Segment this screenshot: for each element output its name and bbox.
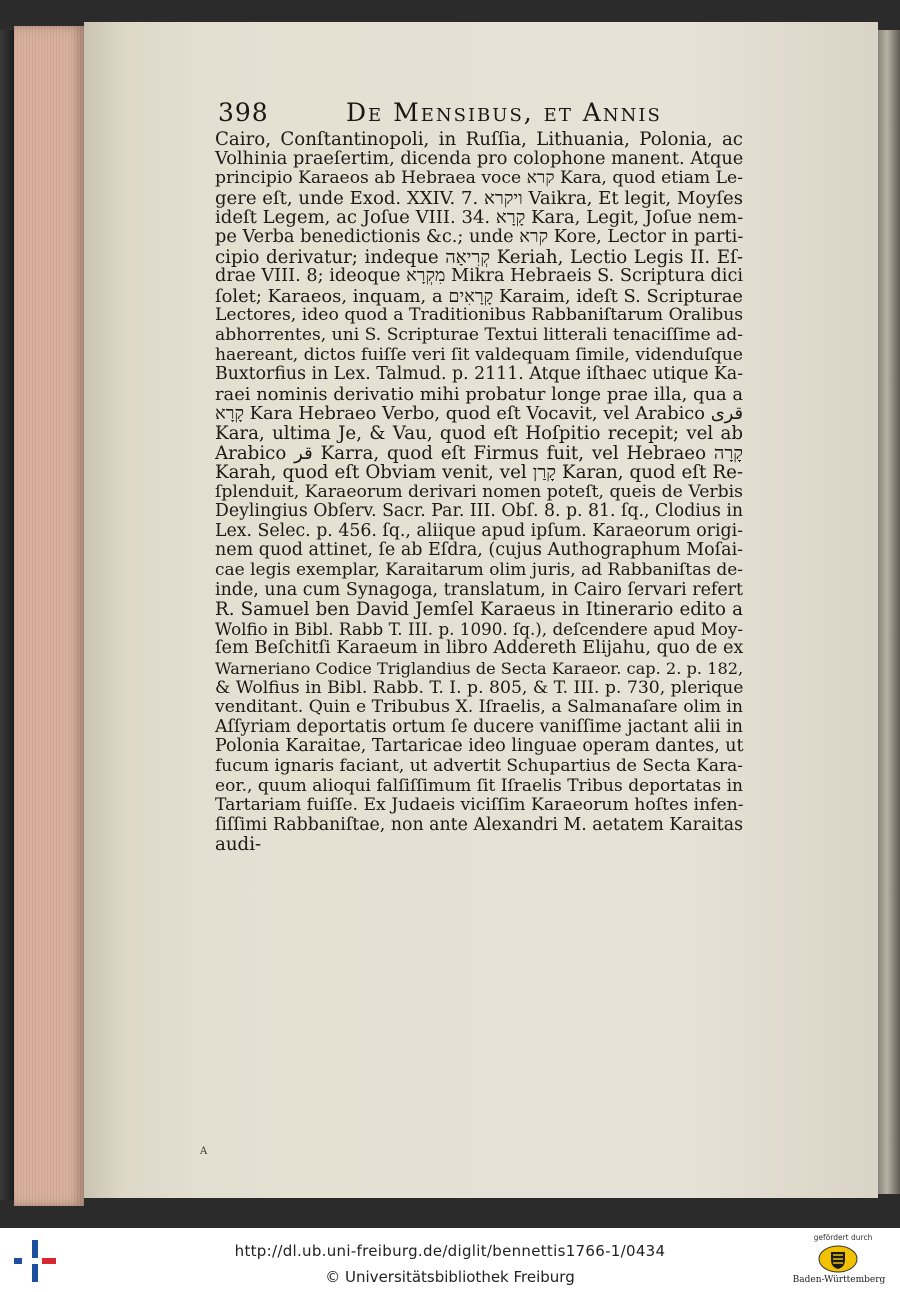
text-line: cipio derivatur; indeque קְרִיאָה Keriah, Lectio Legis II. Eſ- xyxy=(215,246,743,268)
text-line: Kara, ultima Je, & Vau, quod eſt Hoſpitio recepit; vel ab xyxy=(215,422,743,444)
text-line: cae legis exemplar, Karaitarum olim juris, ad Rabbaniſtas de- xyxy=(215,560,743,581)
text-line: Deylingius Obſerv. Sacr. Par. III. Obſ. 8. p. 81. ſq., Clodius in xyxy=(215,501,743,522)
text-line: קָרָא Kara Hebraeo Verbo, quod eſt Vocavit, vel Arabico قرى xyxy=(215,403,743,425)
copyright-notice: © Universitätsbibliothek Freiburg xyxy=(325,1268,575,1286)
page-edges xyxy=(14,26,84,1206)
text-line: nem quod attinet, ſe ab Eſdra, (cujus Authographum Moſai- xyxy=(215,540,744,561)
text-line: ſem Beſchitſi Karaeum in libro Addereth Elijahu, quo de ex xyxy=(215,638,744,659)
funder-name: Baden-Württemberg xyxy=(792,1275,886,1285)
text-line: raei nominis derivatio mihi probatur longe prae illa, qua a xyxy=(215,383,743,405)
permalink-url[interactable]: http://dl.ub.uni-freiburg.de/diglit/bennettis1766-1/0434 xyxy=(234,1242,666,1260)
text-line: Karah, quod eſt Obviam venit, vel קָרַן Karan, quod eſt Re- xyxy=(215,462,743,484)
text-line: Tartariam fuiſſe. Ex Judaeis viciſſim Karaeorum hoſtes infen- xyxy=(215,795,744,816)
text-line: venditant. Quin e Tribubus X. Iſraelis, a Salmanaſare olim in xyxy=(215,697,743,718)
book-spine xyxy=(0,30,14,1200)
text-line: Cairo, Conſtantinopoli, in Ruſſia, Lithuania, Polonia, ac xyxy=(215,129,743,150)
body-text xyxy=(215,130,743,855)
text-line: audi- xyxy=(215,834,262,856)
facing-page-edge xyxy=(878,30,900,1194)
funded-by-label: gefördert durch xyxy=(813,1233,873,1242)
text-line: & Wolfius in Bibl. Rabb. T. I. p. 805, & T. III. p. 730, plerique xyxy=(215,677,744,698)
footnote-mark: A xyxy=(200,1146,208,1157)
text-line: Warneriano Codice Triglandius de Secta Karaeor. cap. 2. p. 182, xyxy=(215,659,744,679)
text-line: Volhinia praeſertim, dicenda pro colophone manent. Atque xyxy=(215,148,744,169)
text-line: Polonia Karaitae, Tartaricae ideo linguae operam dantes, ut xyxy=(215,736,744,757)
viewer-footer xyxy=(0,1228,900,1292)
text-line: inde, una cum Synagoga, translatum, in Cairo ſervari refert xyxy=(215,579,743,600)
text-line: R. Samuel ben David Jemſel Karaeus in Itinerario edito a xyxy=(215,599,743,621)
text-line: drae VIII. 8; ideoque מִקְרָא Mikra Hebraeis S. Scriptura dici xyxy=(215,266,744,287)
page-number: 398 xyxy=(218,98,269,127)
text-line: Arabico قر Karra, quod eſt Firmus fuit, vel Hebraeo קָרָה xyxy=(215,442,743,464)
text-line: fucum ignaris faciant, ut advertit Schupartius de Secta Kara- xyxy=(215,756,743,776)
text-line: ſolet; Karaeos, inquam, a קָרָאִים Karaim, ideſt S. Scripturae xyxy=(215,285,743,307)
state-crest-icon xyxy=(818,1245,858,1273)
text-line: Wolfio in Bibl. Rabb T. III. p. 1090. ſq.), deſcendere apud Moy- xyxy=(215,618,743,639)
text-line: Lectores, ideo quod a Traditionibus Rabbaniſtarum Oralibus xyxy=(215,305,744,326)
text-line: Buxtorfius in Lex. Talmud. p. 2111. Atque iſthaec utique Ka- xyxy=(215,364,744,385)
running-title: De Mensibus, et Annis xyxy=(346,98,662,127)
text-line: haereant, dictos fuiſſe veri ſit valdequam ſimile, videnduſque xyxy=(215,344,743,365)
text-line: principio Karaeos ab Hebraea voce קרא Kara, quod etiam Le- xyxy=(215,168,743,189)
text-line: Aſſyriam deportatis ortum ſe ducere vaniſſime jactant alii in xyxy=(215,716,743,737)
text-line: pe Verba benedictionis &c.; unde קרא Kore, Lector in parti- xyxy=(215,226,744,247)
text-line: Lex. Selec. p. 456. ſq., aliique apud ipſum. Karaeorum origi- xyxy=(215,520,743,541)
text-line: ſiſſimi Rabbaniſtae, non ante Alexandri M. aetatem Karaitas xyxy=(215,814,743,835)
text-line: gere eſt, unde Exod. XXIV. 7. ויקרא Vaikra, Et legit, Moyſes xyxy=(215,187,743,209)
text-line: abhorrentes, uni S. Scripturae Textui litterali tenaciſſime ad- xyxy=(215,324,743,345)
text-line: ſplenduit, Karaeorum derivari nomen poteſt, queis de Verbis xyxy=(215,481,743,502)
text-line: eor., quum alioqui falſiſſimum ſit Iſraelis Tribus deportatas in xyxy=(215,775,743,796)
text-line: ideſt Legem, ac Joſue VIII. 34. קָרָא Kara, Legit, Joſue nem- xyxy=(215,207,744,229)
